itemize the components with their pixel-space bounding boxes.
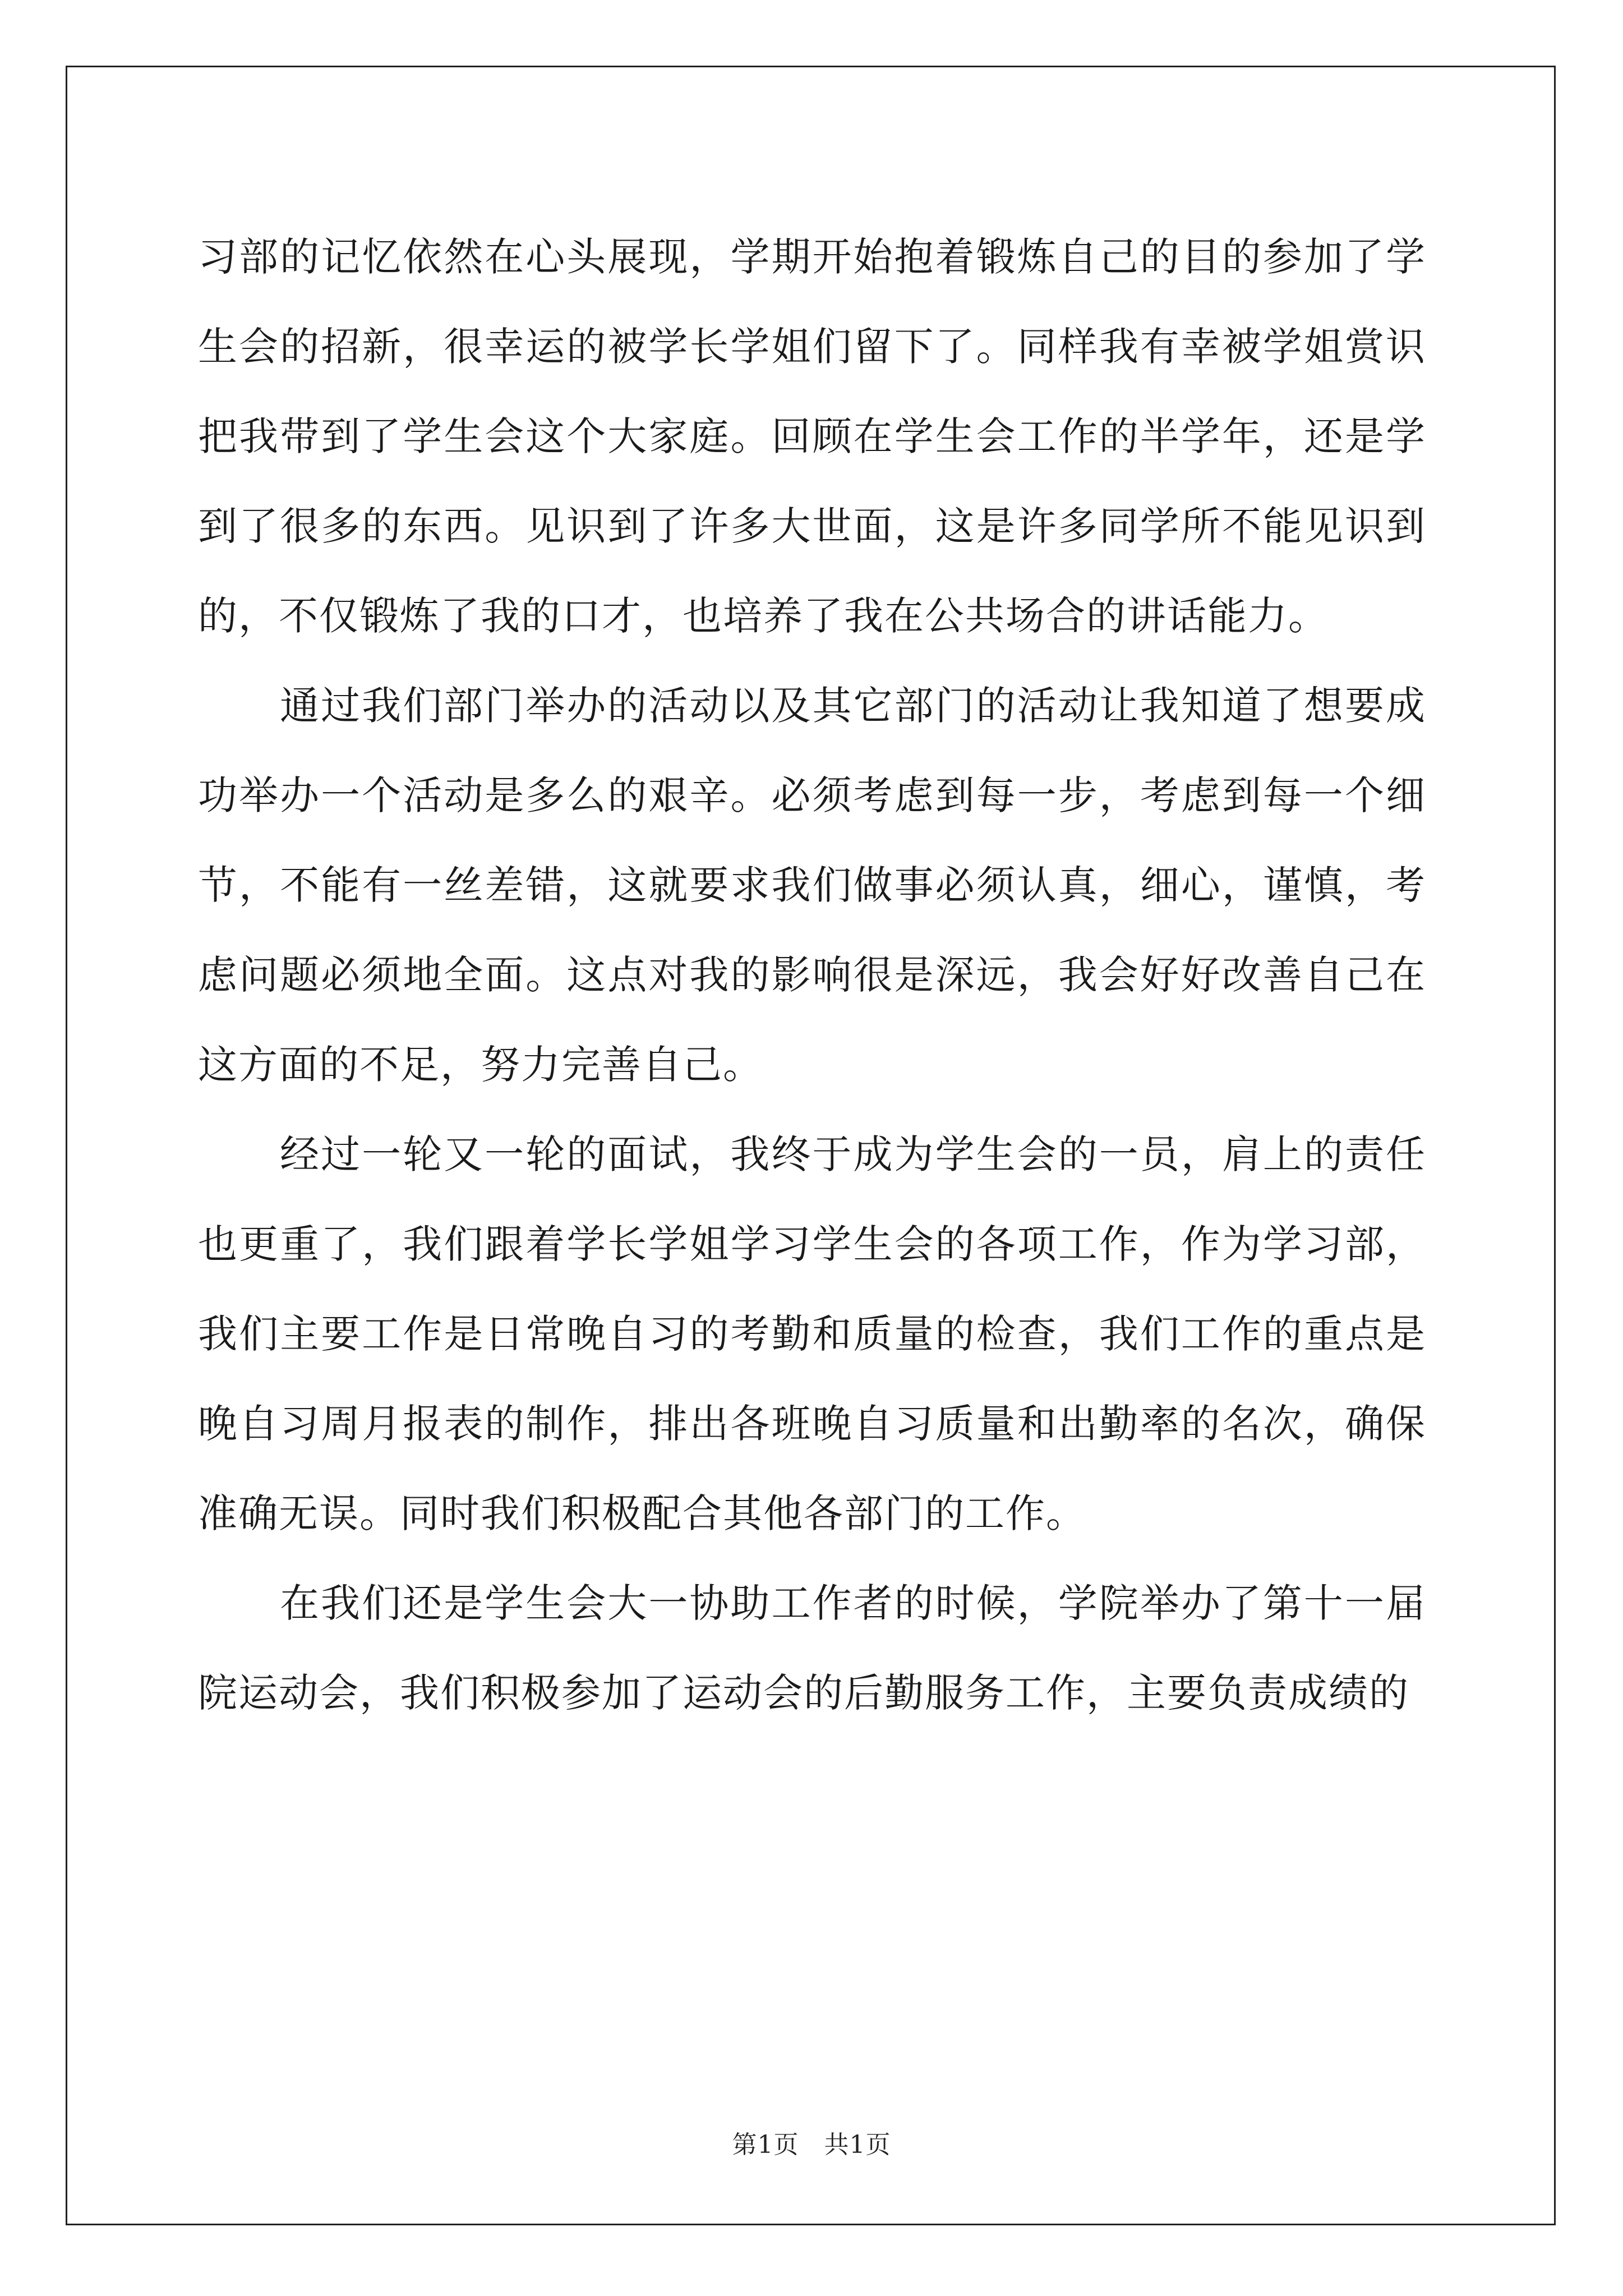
page-number-footer: 第1页 共1页 [732,2131,891,2159]
paragraph: 经过一轮又一轮的面试，我终于成为学生会的一员，肩上的责任也更重了，我们跟着学长学姐学习学生会的各项工作，作为学习部，我们主要工作是日常晚自习的考勤和质量的检查，我们工作的重点是晚自习周月报表的制作，排出各班晚自习质量和出勤率的名次，确保准确无误。同时我们积极配合其他各部门的工作。 [198,1131,1426,1536]
paragraph: 在我们还是学生会大一协助工作者的时候，学院举办了第十一届院运动会，我们积极参加了运动会的后勤服务工作，主要负责成绩的 [198,1580,1426,1716]
paragraph: 通过我们部门举办的活动以及其它部门的活动让我知道了想要成功举办一个活动是多么的艰辛。必须考虑到每一步，考虑到每一个细节，不能有一丝差错，这就要求我们做事必须认真，细心，谨慎，考虑问题必须地全面。这点对我的影响很是深远，我会好好改善自己在这方面的不足，努力完善自己。 [198,683,1426,1088]
paragraph: 习部的记忆依然在心头展现，学期开始抱着锻炼自己的目的参加了学生会的招新，很幸运的被学长学姐们留下了。同样我有幸被学姐赏识把我带到了学生会这个大家庭。回顾在学生会工作的半学年，还是学到了很多的东西。见识到了许多大世面，这是许多同学所不能见识到的，不仅锻炼了我的口才，也培养了我在公共场合的讲话能力。 [198,234,1426,639]
document-body [198,212,1426,1738]
